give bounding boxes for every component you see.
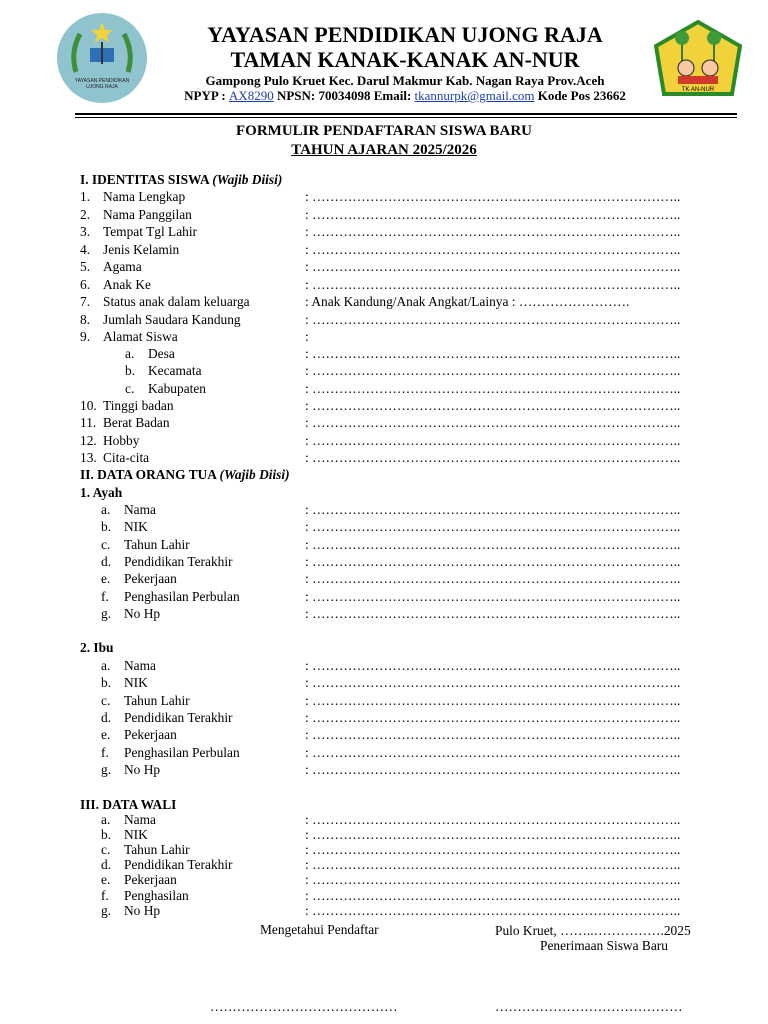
row-number: d.: [101, 857, 112, 872]
row-number: b.: [101, 519, 112, 534]
section-student-identity: [80, 171, 282, 188]
row-label: Pekerjaan: [124, 872, 177, 887]
form-row: [0, 362, 768, 379]
row-fill-field[interactable]: : ………………………………………………………………………..: [305, 502, 681, 517]
row-fill-field[interactable]: : ………………………………………………………………………..: [305, 745, 681, 760]
row-number: 6.: [80, 277, 91, 292]
section-guardian-text: III. DATA WALI: [80, 797, 177, 812]
row-label: NIK: [124, 519, 148, 534]
form-row: [0, 501, 768, 518]
row-number: d.: [101, 710, 112, 725]
row-label: Nama: [124, 812, 156, 827]
row-label: Pendidikan Terakhir: [124, 554, 233, 569]
section-student-identity-text: I. IDENTITAS SISWA: [80, 172, 213, 187]
row-fill-field[interactable]: : ………………………………………………………………………..: [305, 450, 681, 465]
row-label: Tahun Lahir: [124, 842, 190, 857]
row-label: NIK: [124, 827, 148, 842]
row-fill-field[interactable]: : ………………………………………………………………………..: [305, 259, 681, 274]
row-fill-field[interactable]: : ………………………………………………………………………..: [305, 658, 681, 673]
form-row: [0, 293, 768, 310]
form-row: [0, 744, 768, 761]
form-row: [0, 692, 768, 709]
contact-line: [130, 88, 680, 104]
row-label: No Hp: [124, 606, 161, 621]
row-label: Kecamata: [148, 363, 202, 378]
row-number: f.: [101, 745, 109, 760]
section-parents-text: II. DATA ORANG TUA: [80, 467, 220, 482]
row-fill-field[interactable]: : ………………………………………………………………………..: [305, 381, 681, 396]
form-row: [0, 414, 768, 431]
row-label: Status anak dalam keluarga: [103, 294, 250, 309]
row-label: Alamat Siswa: [103, 329, 178, 344]
row-number: f.: [101, 589, 109, 604]
header-divider-thin: [75, 117, 737, 118]
row-label: Penghasilan Perbulan: [124, 589, 240, 604]
row-fill-field[interactable]: : ………………………………………………………………………..: [305, 589, 681, 604]
row-fill-field[interactable]: : ………………………………………………………………………..: [305, 888, 681, 903]
row-label: Pendidikan Terakhir: [124, 710, 233, 725]
row-label: Hobby: [103, 433, 140, 448]
footer-left-label: Mengetahui Pendaftar: [260, 922, 379, 937]
row-fill-field[interactable]: : ………………………………………………………………………..: [305, 242, 681, 257]
row-label: Pekerjaan: [124, 727, 177, 742]
row-label: Agama: [103, 259, 142, 274]
row-label: Berat Badan: [103, 415, 170, 430]
row-label: Tahun Lahir: [124, 537, 190, 552]
footer-right-signature-line: ……………………………………: [495, 999, 683, 1014]
row-fill-field[interactable]: : ………………………………………………………………………..: [305, 207, 681, 222]
row-fill-field[interactable]: : ………………………………………………………………………..: [305, 727, 681, 742]
row-label: Penghasilan: [124, 888, 189, 903]
row-label: Nama Panggilan: [103, 207, 192, 222]
form-row: [0, 345, 768, 362]
row-number: b.: [101, 675, 112, 690]
row-fill-field[interactable]: : ………………………………………………………………………..: [305, 693, 681, 708]
form-row: [0, 536, 768, 553]
row-label: Nama Lengkap: [103, 189, 186, 204]
row-number: 11.: [80, 415, 97, 430]
row-number: 5.: [80, 259, 91, 274]
form-row: [0, 570, 768, 587]
row-fill-field[interactable]: : ………………………………………………………………………..: [305, 675, 681, 690]
footer-right-label: Penerimaan Siswa Baru: [540, 938, 668, 953]
subsection-mother: [80, 639, 114, 656]
row-fill-field[interactable]: : ………………………………………………………………………..: [305, 812, 681, 827]
subsection-father: [80, 484, 122, 501]
form-row: [0, 871, 768, 888]
section-parents-note: (Wajib Diisi): [219, 467, 290, 482]
row-label: Cita-cita: [103, 450, 150, 465]
row-number: e.: [101, 727, 111, 742]
form-row: [0, 902, 768, 919]
form-row: [0, 188, 768, 205]
form-year: [0, 142, 768, 159]
row-fill-field[interactable]: : ………………………………………………………………………..: [305, 277, 681, 292]
row-number: 12.: [80, 433, 97, 448]
school-address: Gampong Pulo Kruet Kec. Darul Makmur Kab. Nagan Raya Prov.Aceh: [205, 73, 605, 88]
form-row: [0, 311, 768, 328]
email-link[interactable]: tkannurpk@gmail.com: [414, 88, 535, 103]
row-fill-field[interactable]: : ………………………………………………………………………..: [305, 415, 681, 430]
form-row: [0, 605, 768, 622]
letterhead: [0, 0, 768, 120]
row-number: c.: [101, 693, 111, 708]
form-row: [0, 657, 768, 674]
row-label: Jenis Kelamin: [103, 242, 180, 257]
form-row: [0, 432, 768, 449]
row-number: a.: [101, 658, 111, 673]
form-row: [0, 709, 768, 726]
svg-text:UJONG RAJA: UJONG RAJA: [86, 84, 118, 90]
row-number: g.: [101, 903, 112, 918]
form-row: [0, 518, 768, 535]
row-fill-field[interactable]: : ………………………………………………………………………..: [305, 857, 681, 872]
row-fill-field[interactable]: : ………………………………………………………………………..: [305, 224, 681, 239]
header-divider: [75, 113, 737, 115]
row-number: f.: [101, 888, 109, 903]
row-label: Tinggi badan: [103, 398, 174, 413]
row-fill-field[interactable]: :: [305, 329, 309, 344]
row-fill-field[interactable]: : ………………………………………………………………………..: [305, 571, 681, 586]
row-fill-field[interactable]: : ………………………………………………………………………..: [305, 519, 681, 534]
form-row: [0, 258, 768, 275]
row-fill-field[interactable]: : ………………………………………………………………………..: [305, 903, 681, 918]
row-number: g.: [101, 762, 112, 777]
row-fill-field[interactable]: : ………………………………………………………………………..: [305, 606, 681, 621]
row-fill-field[interactable]: : ………………………………………………………………………..: [305, 762, 681, 777]
row-number: g.: [101, 606, 112, 621]
row-number: 7.: [80, 294, 91, 309]
form-row: [0, 276, 768, 293]
form-year-text: TAHUN AJARAN 2025/2026: [291, 142, 477, 158]
subsection-father-text: 1. Ayah: [80, 485, 123, 500]
row-number: 8.: [80, 312, 91, 327]
row-number: 1.: [80, 189, 91, 204]
row-number: 10.: [80, 398, 97, 413]
row-fill-field[interactable]: : ………………………………………………………………………..: [305, 827, 681, 842]
form-row: [0, 553, 768, 570]
row-fill-field[interactable]: : ………………………………………………………………………..: [305, 554, 681, 569]
row-fill-field[interactable]: : Anak Kandung/Anak Angkat/Lainya : …………………….: [305, 294, 630, 309]
row-label: Tempat Tgl Lahir: [103, 224, 198, 239]
row-number: 4.: [80, 242, 91, 257]
row-label: Pendidikan Terakhir: [124, 857, 233, 872]
row-fill-field[interactable]: : ………………………………………………………………………..: [305, 872, 681, 887]
form-row: [0, 241, 768, 258]
row-label: No Hp: [124, 762, 161, 777]
row-number: a.: [101, 502, 111, 517]
form-row: [0, 223, 768, 240]
form-row: [0, 397, 768, 414]
row-fill-field[interactable]: : ………………………………………………………………………..: [305, 842, 681, 857]
form-row: [0, 380, 768, 397]
row-label: No Hp: [124, 903, 161, 918]
form-row: [0, 328, 768, 345]
form-row: [0, 674, 768, 691]
row-fill-field[interactable]: : ………………………………………………………………………..: [305, 433, 681, 448]
npsn-text: NPSN: 70034098 Email:: [273, 88, 415, 103]
row-label: Nama: [124, 502, 156, 517]
row-number: c.: [101, 842, 111, 857]
postal-code: Kode Pos 23662: [534, 88, 626, 103]
row-label: Tahun Lahir: [124, 693, 190, 708]
row-fill-field[interactable]: : ………………………………………………………………………..: [305, 189, 681, 204]
foundation-name: YAYASAN PENDIDIKAN UJONG RAJA: [207, 22, 603, 47]
row-fill-field[interactable]: : ………………………………………………………………………..: [305, 312, 681, 327]
row-fill-field[interactable]: : ………………………………………………………………………..: [305, 398, 681, 413]
row-number: c.: [125, 381, 135, 396]
form-title: FORMULIR PENDAFTARAN SISWA BARU: [236, 123, 532, 139]
row-number: b.: [125, 363, 136, 378]
npyp-label: NPYP :: [184, 88, 229, 103]
row-label: Jumlah Saudara Kandung: [103, 312, 241, 327]
row-number: 13.: [80, 450, 97, 465]
row-number: a.: [101, 812, 111, 827]
row-label: Desa: [148, 346, 175, 361]
row-fill-field[interactable]: : ………………………………………………………………………..: [305, 363, 681, 378]
form-row: [0, 761, 768, 778]
row-label: Kabupaten: [148, 381, 207, 396]
form-row: [0, 588, 768, 605]
row-label: Penghasilan Perbulan: [124, 745, 240, 760]
row-number: e.: [101, 872, 111, 887]
footer-place-date: Pulo Kruet, ……..…………….2025: [495, 923, 691, 938]
row-label: Nama: [124, 658, 156, 673]
row-fill-field[interactable]: : ………………………………………………………………………..: [305, 710, 681, 725]
row-number: d.: [101, 554, 112, 569]
row-number: c.: [101, 537, 111, 552]
subsection-mother-text: 2. Ibu: [80, 640, 114, 655]
row-label: Pekerjaan: [124, 571, 177, 586]
school-name: TAMAN KANAK-KANAK AN-NUR: [230, 47, 580, 72]
row-fill-field[interactable]: : ………………………………………………………………………..: [305, 346, 681, 361]
row-number: 2.: [80, 207, 91, 222]
row-number: 9.: [80, 329, 91, 344]
row-number: e.: [101, 571, 111, 586]
row-number: b.: [101, 827, 112, 842]
row-number: a.: [125, 346, 135, 361]
form-row: [0, 726, 768, 743]
footer-left-signature-line: ……………………………………: [210, 999, 398, 1014]
svg-text:YAYASAN PENDIDIKAN: YAYASAN PENDIDIKAN: [74, 78, 130, 84]
row-fill-field[interactable]: : ………………………………………………………………………..: [305, 537, 681, 552]
row-number: 3.: [80, 224, 91, 239]
row-label: NIK: [124, 675, 148, 690]
section-student-identity-note: (Wajib Diisi): [212, 172, 283, 187]
section-parents: [80, 466, 290, 483]
npyp-link[interactable]: AX8290: [228, 88, 274, 103]
form-row: [0, 206, 768, 223]
svg-text:TK AN-NUR: TK AN-NUR: [681, 87, 715, 93]
row-label: Anak Ke: [103, 277, 151, 292]
form-row: [0, 449, 768, 466]
